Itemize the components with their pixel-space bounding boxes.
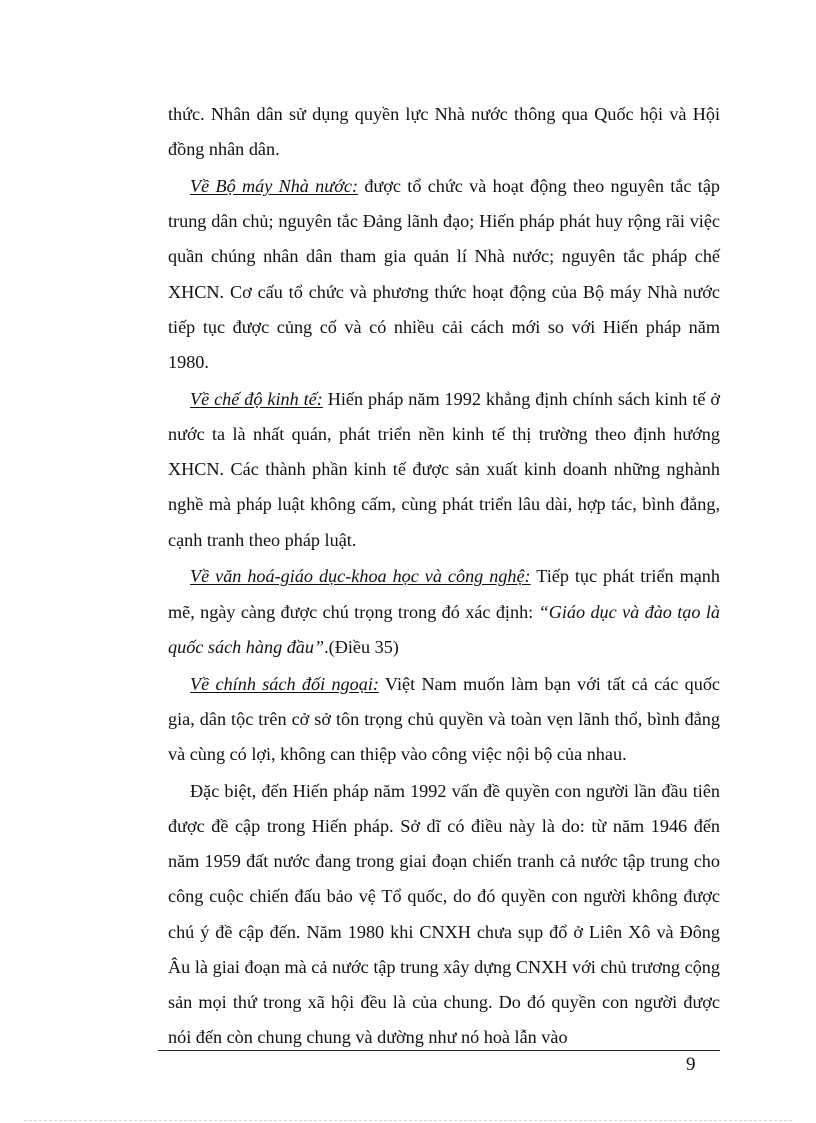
heading-culture-education: Về văn hoá-giáo dục-khoa học và công nghệ: xyxy=(190,566,531,587)
article-reference: .(Điều 35) xyxy=(324,636,399,657)
paragraph-culture-education-text: Tiếp tục phát triển mạnh mẽ, ngày càng được chú trọng trong đó xác định: xyxy=(168,566,720,622)
paragraph-state-apparatus-text: được tổ chức và hoạt động theo nguyên tắc tập trung dân chủ; nguyên tắc Đảng lãnh đạo; Hiến pháp phát huy rộng rãi việc quần chúng nhân dân tham gia quản lí Nhà nước; nguyên tắc pháp chế XHCN. Cơ cấu tổ chức và phương thức hoạt động của Bộ máy Nhà nước tiếp tục được củng cố và có nhiều cải cách mới so với Hiến pháp năm 1980. xyxy=(168,176,721,373)
body-text xyxy=(168,97,720,1057)
paragraph-1-text: thức. Nhân dân sử dụng quyền lực Nhà nước thông qua Quốc hội và Hội đồng nhân dân. xyxy=(168,104,720,160)
page-number: 9 xyxy=(686,1054,696,1075)
heading-foreign-policy: Về chính sách đối ngoại: xyxy=(190,673,379,694)
paragraph-economy-text: Hiến pháp năm 1992 khẳng định chính sách kinh tế ở nước ta là nhất quán, phát triển nền kinh tế thị trường theo định hướng XHCN. Các thành phần kinh tế được sản xuất kinh doanh những nghành nghề mà pháp luật không cấm, cùng phát triển lâu dài, hợp tác, bình đẳng, cạnh tranh theo pháp luật. xyxy=(168,388,720,550)
footer-divider xyxy=(158,1050,720,1051)
heading-economy: Về chế độ kinh tế: xyxy=(190,388,323,409)
paragraph-foreign-policy xyxy=(168,667,720,773)
paragraph-economy xyxy=(168,382,720,558)
paragraph-foreign-policy-text: Việt Nam muốn làm bạn với tất cả các quốc gia, dân tộc trên cở sở tôn trọng chủ quyền và toàn vẹn lãnh thổ, bình đẳng và cùng có lợi, không can thiệp vào công việc nội bộ của nhau. xyxy=(168,673,720,765)
paragraph-human-rights xyxy=(168,774,720,1056)
paragraph-human-rights-text: Đặc biệt, đến Hiến pháp năm 1992 vấn đề quyền con người lần đầu tiên được đề cập trong Hiến pháp. Sở dĩ có điều này là do: từ năm 1946 đến năm 1959 đất nước đang trong giai đoạn chiến tranh cả nước tập trung cho công cuộc chiến đấu bảo vệ Tổ quốc, do đó quyền con người không được chú ý đề cập đến. Năm 1980 khi CNXH chưa sụp đổ ở Liên Xô và Đông Âu là giai đoạn mà cả nước tập trung xây dựng CNXH với chủ trương cộng sản mọi thứ trong xã hội đều là của chung. Do đó quyền con người được nói đến còn chung chung và dường như nó hoà lẫn vào xyxy=(168,780,720,1048)
paragraph-state-apparatus xyxy=(168,169,720,380)
paragraph-culture-education xyxy=(168,559,720,665)
paragraph-1 xyxy=(168,97,720,167)
page-boundary xyxy=(24,1120,792,1121)
education-quote: “Giáo dục và đào tạo là quốc sách hàng đầu” xyxy=(168,601,720,657)
heading-state-apparatus: Về Bộ máy Nhà nước: xyxy=(190,176,359,196)
